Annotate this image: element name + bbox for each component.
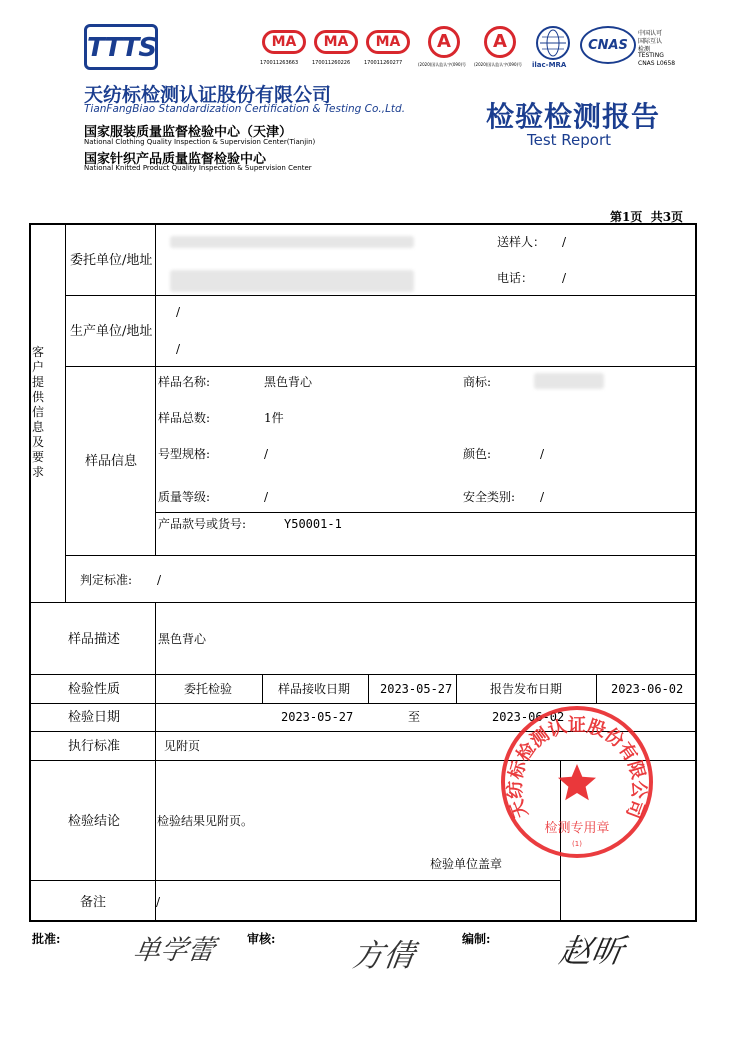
style-no-value: Y50001-1	[284, 517, 342, 531]
sender-value: /	[562, 235, 567, 249]
cma-cert-2	[314, 26, 360, 72]
cnas-line-3: 检测	[638, 46, 651, 53]
cnas-mark: CNAS	[588, 38, 628, 53]
cma-badge-1: MA	[262, 30, 306, 54]
grade-value: /	[264, 490, 269, 504]
rule-v-nature-4	[596, 674, 597, 703]
company-logo	[84, 24, 158, 70]
center1-name-en: National Clothing Quality Inspection & Supervision Center(Tianjin)	[84, 138, 316, 146]
color-label: 颜色:	[463, 447, 492, 461]
logo-text: TTTS	[87, 33, 157, 63]
rule-v-nature-2	[368, 674, 369, 703]
grade-label: 质量等级:	[158, 490, 211, 504]
cnas-line-5: CNAS L0658	[638, 60, 676, 67]
report-title-en: Test Report	[527, 131, 612, 149]
rule-h10	[29, 880, 560, 881]
seal-note: 检验单位盖章	[430, 857, 503, 871]
stamp-code: (1)	[572, 840, 582, 848]
compile-label: 编制:	[462, 932, 491, 946]
page-info: 第1页 共3页	[610, 210, 684, 224]
review-label: 审核:	[247, 932, 276, 946]
judge-label: 判定标准:	[80, 573, 133, 587]
rule-h1	[65, 295, 697, 296]
ilac-label: ilac-MRA	[532, 61, 567, 69]
remark-value: /	[156, 895, 161, 909]
cnas-line-4: TESTING	[638, 52, 664, 59]
approve-signature: 单学蕾	[131, 935, 217, 966]
rule-v-label	[155, 223, 156, 555]
standard-value: 见附页	[164, 739, 201, 753]
rule-v-nature-1	[262, 674, 263, 703]
cma-code-1: 170011263663	[260, 60, 299, 66]
rule-h3	[155, 512, 697, 513]
company-name-en: TianFangBiao Standardization Certification & Testing Co.,Ltd.	[84, 103, 406, 115]
safety-label: 安全类别:	[463, 490, 516, 504]
rule-v-section	[65, 223, 66, 602]
entrust-address-redacted	[170, 270, 414, 292]
conclusion-label: 检验结论	[68, 814, 121, 829]
review-signature: 方倩	[349, 938, 418, 974]
trademark-label: 商标:	[463, 375, 492, 389]
nature-label: 检验性质	[68, 682, 121, 697]
company-name-cn: 天纺标检测认证股份有限公司	[84, 84, 332, 106]
cal-cert-2	[476, 26, 524, 72]
safety-value: /	[540, 490, 545, 504]
center2-name-en: National Knitted Product Quality Inspection & Supervision Center	[84, 164, 312, 172]
rule-h2	[65, 366, 697, 367]
phone-label: 电话：	[497, 271, 534, 285]
judge-value: /	[157, 573, 162, 587]
model-value: /	[264, 447, 269, 461]
test-date-from: 2023-05-27	[281, 710, 354, 724]
cal-code-1: (2020)国认监认字(090)号	[418, 62, 467, 67]
remark-label: 备注	[80, 895, 107, 910]
sample-count-value: 1件	[264, 411, 284, 425]
sample-info-label: 样品信息	[85, 454, 138, 469]
cnas-logo	[580, 26, 636, 64]
rule-h4	[65, 555, 697, 556]
cal-badge-1: A	[428, 26, 460, 58]
ilac-globe-icon	[536, 26, 570, 60]
sample-name-value: 黑色背心	[264, 375, 313, 389]
sample-name-label: 样品名称:	[158, 375, 211, 389]
compile-signature: 赵昕	[556, 932, 628, 970]
cal-badge-2: A	[484, 26, 516, 58]
cal-cert-1	[420, 26, 468, 72]
rule-h5	[29, 602, 697, 603]
client-section-label: 客户提供信息及要求	[31, 345, 44, 479]
stamp-star-icon	[558, 764, 596, 800]
test-date-to-label: 至	[408, 710, 421, 724]
producer-line-1: /	[176, 305, 181, 319]
test-date-label: 检验日期	[68, 710, 121, 725]
sample-count-label: 样品总数:	[158, 411, 211, 425]
cnas-line-2: 国际互认	[638, 38, 663, 45]
stamp-use-text: 检测专用章	[544, 821, 610, 836]
report-title-cn: 检验检测报告	[486, 100, 661, 133]
cma-badge-3: MA	[366, 30, 410, 54]
cma-code-3: 170011260277	[364, 60, 403, 66]
phone-value: /	[562, 271, 567, 285]
rule-v-label-lower	[155, 602, 156, 922]
nature-value: 委托检验	[184, 682, 233, 696]
cma-code-2: 170011260226	[312, 60, 351, 66]
approve-label: 批准:	[32, 932, 61, 946]
conclusion-value: 检验结果见附页。	[157, 814, 254, 828]
cma-cert-1	[262, 26, 308, 72]
style-no-label: 产品款号或货号:	[158, 517, 247, 531]
official-stamp	[499, 704, 655, 860]
producer-label: 生产单位/地址	[70, 324, 153, 339]
cnas-line-1: 中国认可	[638, 30, 663, 37]
entrust-name-redacted	[170, 236, 414, 248]
cma-cert-3	[366, 26, 412, 72]
center1-name-cn: 国家服装质量监督检验中心（天津）	[84, 125, 293, 140]
issue-date: 2023-06-02	[611, 682, 684, 696]
sender-label: 送样人：	[497, 235, 546, 249]
desc-label: 样品描述	[68, 632, 121, 647]
desc-value: 黑色背心	[158, 632, 207, 646]
producer-line-2: /	[176, 342, 181, 356]
cma-badge-2: MA	[314, 30, 358, 54]
rule-v-nature-3	[456, 674, 457, 703]
receive-date: 2023-05-27	[380, 682, 453, 696]
color-value: /	[540, 447, 545, 461]
model-label: 号型规格:	[158, 447, 211, 461]
trademark-redacted	[534, 373, 604, 389]
issue-label: 报告发布日期	[490, 682, 563, 696]
stamp-ring-text: 天纺标检测认证股份有限公司	[504, 715, 650, 821]
standard-label: 执行标准	[68, 739, 121, 754]
test-date-to: 2023-06-02	[492, 710, 565, 724]
cal-code-2: (2020)国认监认字(090)号	[474, 62, 523, 67]
entrust-label: 委托单位/地址	[70, 253, 153, 268]
receive-label: 样品接收日期	[278, 682, 351, 696]
center2-name-cn: 国家针织产品质量监督检验中心	[84, 152, 267, 167]
